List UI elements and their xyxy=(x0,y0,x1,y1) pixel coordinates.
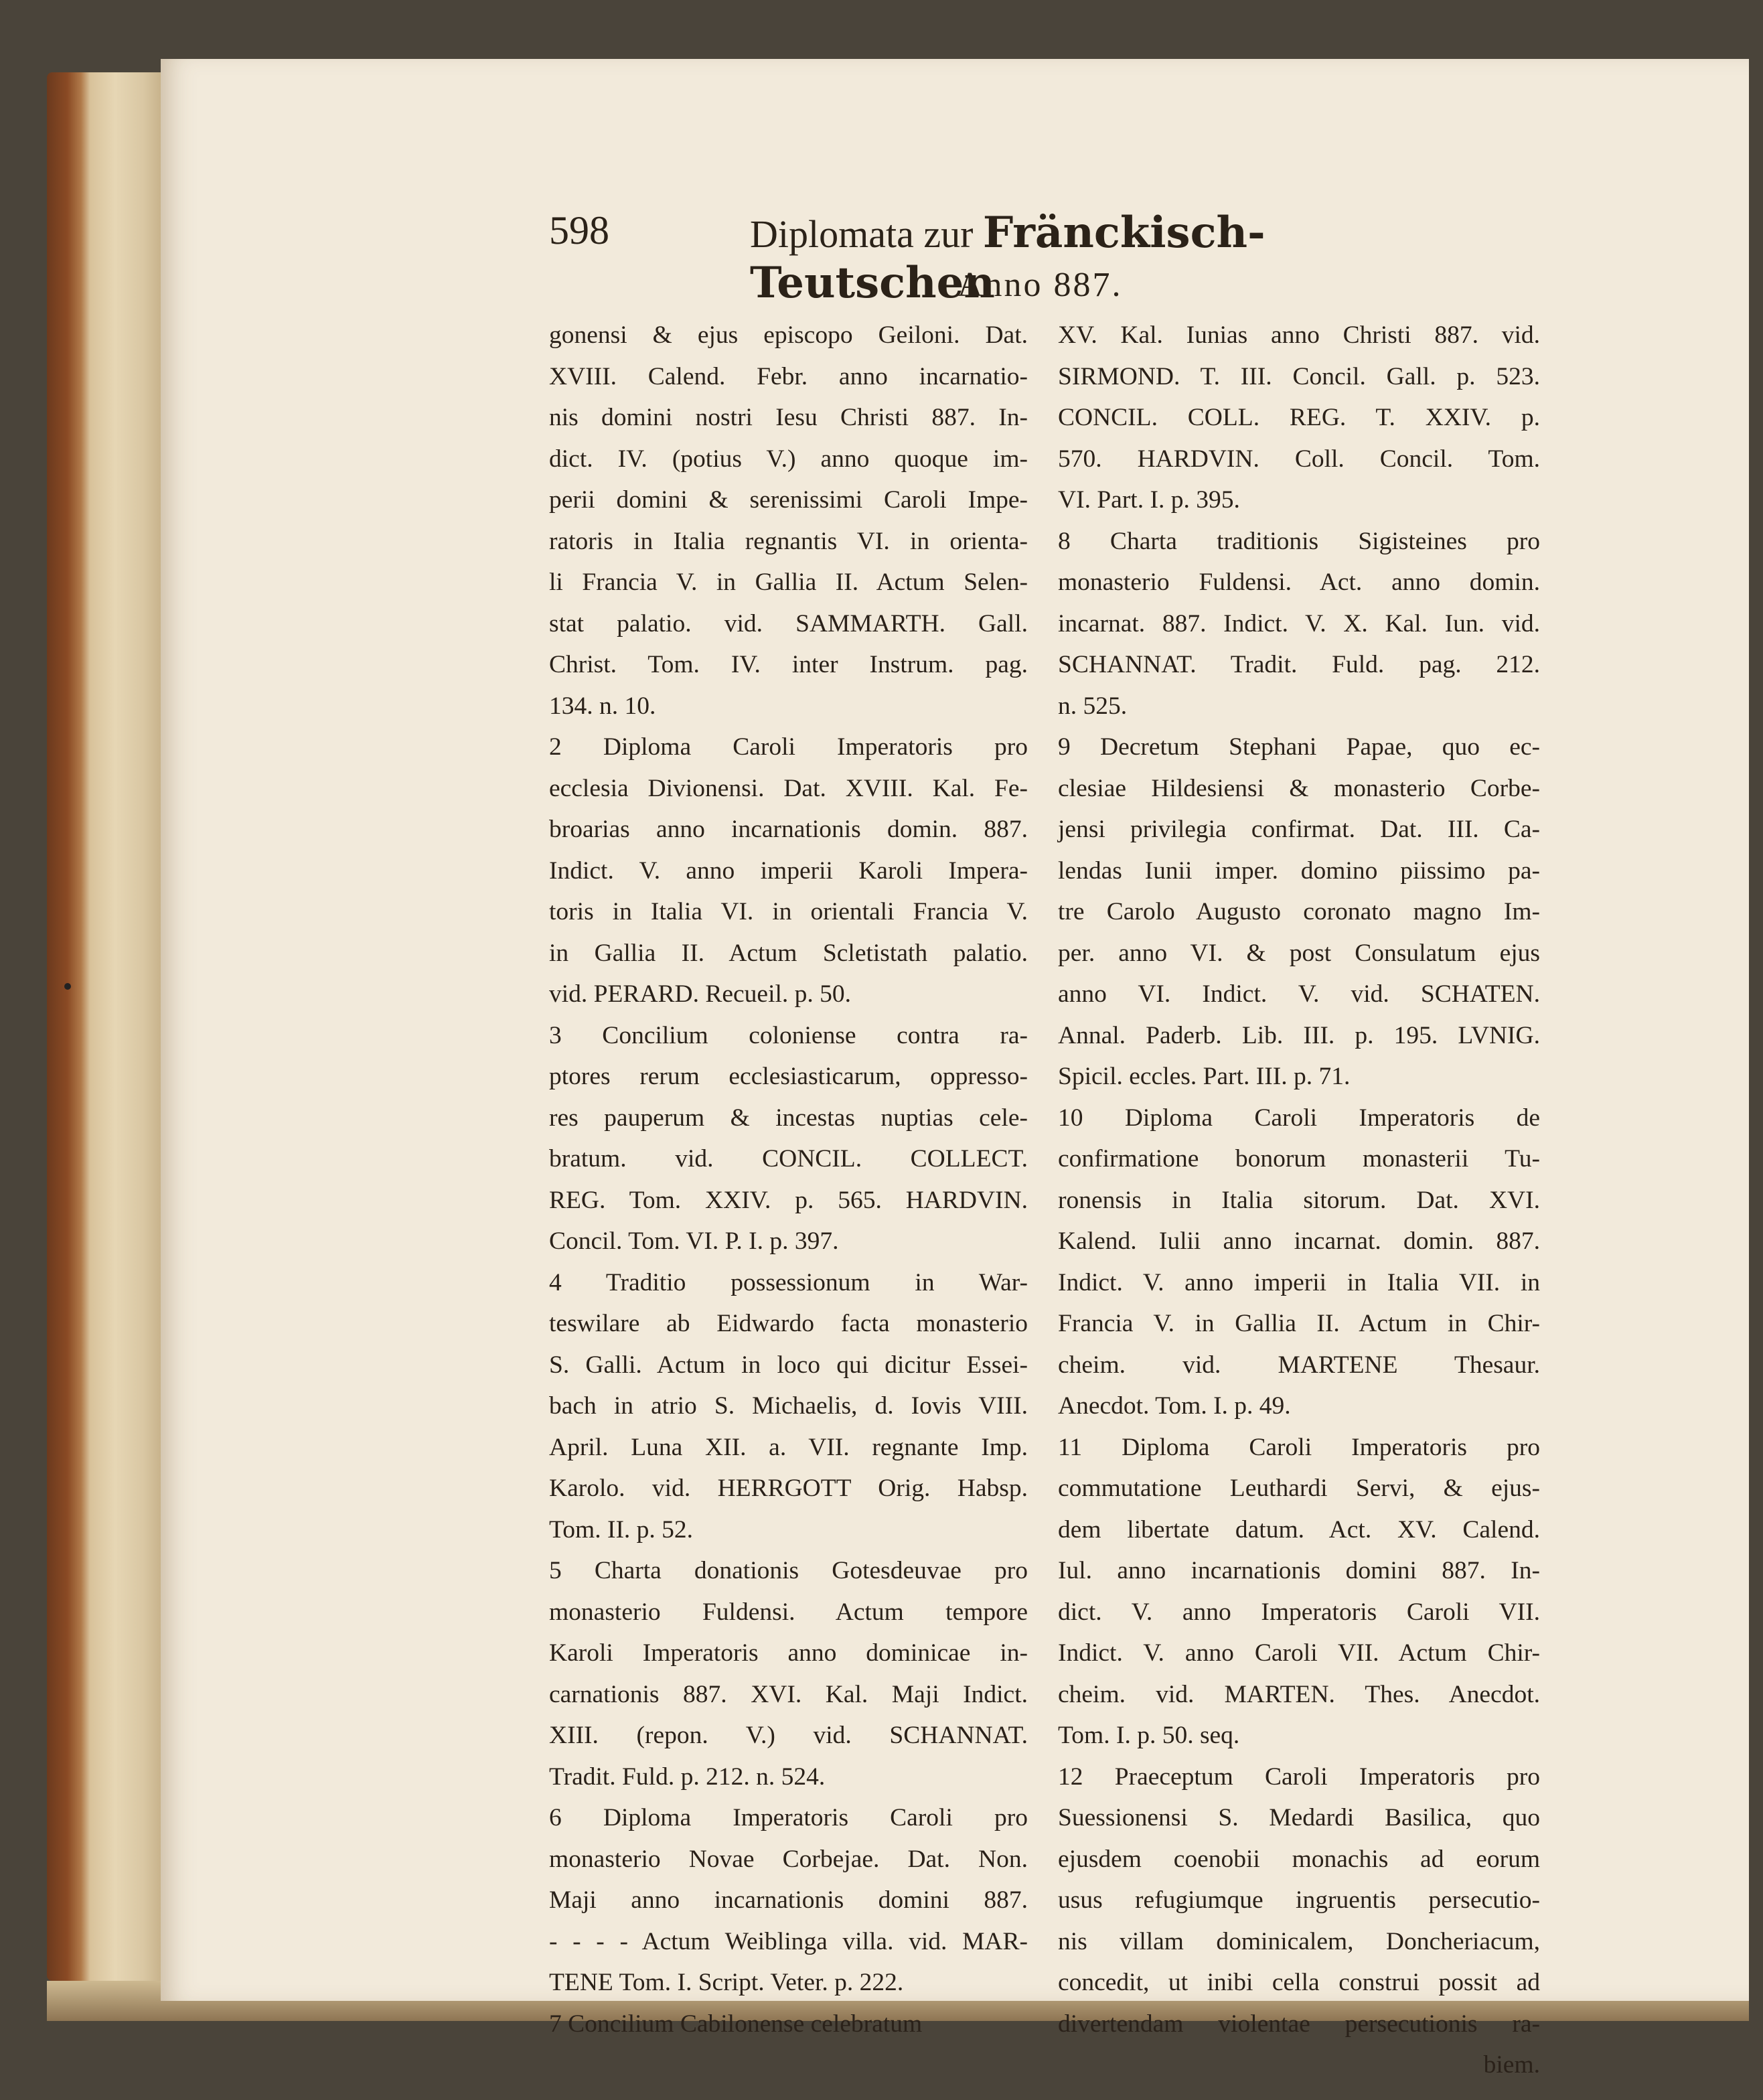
text-line: TENE Tom. I. Script. Veter. p. 222. xyxy=(549,1969,904,1996)
text-line: cheim. vid. MARTENE Thesaur. xyxy=(1058,1351,1540,1379)
text-line: ecclesia Divionensi. Dat. XVIII. Kal. Fe- xyxy=(549,774,1028,802)
text-line: REG. Tom. XXIV. p. 565. HARDVIN. xyxy=(549,1186,1028,1214)
text-line: cheim. vid. MARTEN. Thes. Anecdot. xyxy=(1058,1680,1540,1708)
text-line: li Francia V. in Gallia II. Actum Selen- xyxy=(549,569,1028,596)
text-line: 9 Decretum Stephani Papae, quo ec- xyxy=(1058,733,1540,761)
text-line: divertendam violentae persecutionis ra- xyxy=(1058,2010,1540,2038)
text-line: dict. V. anno Imperatoris Caroli VII. xyxy=(1058,1598,1540,1626)
binding-mark xyxy=(64,983,71,990)
text-line: commutatione Leuthardi Servi, & ejus- xyxy=(1058,1475,1540,1502)
text-line: 5 Charta donationis Gotesdeuvae pro xyxy=(549,1557,1028,1584)
text-line: teswilare ab Eidwardo facta monasterio xyxy=(549,1310,1028,1337)
text-line: 8 Charta traditionis Sigisteines pro xyxy=(1058,527,1540,555)
text-line: Indict. V. anno imperii in Italia VII. in xyxy=(1058,1268,1540,1296)
text-line: Tom. II. p. 52. xyxy=(549,1515,694,1544)
text-line: Karolo. vid. HERRGOTT Orig. Habsp. xyxy=(549,1475,1028,1502)
text-line: jensi privilegia confirmat. Dat. III. Ca- xyxy=(1058,816,1540,843)
text-line: 134. n. 10. xyxy=(549,692,656,720)
text-line: stat palatio. vid. SAMMARTH. Gall. xyxy=(549,609,1028,638)
text-line: dict. IV. (potius V.) anno quoque im- xyxy=(549,445,1028,473)
text-line: 11 Diploma Caroli Imperatoris pro xyxy=(1058,1433,1540,1461)
page-number: 598 xyxy=(549,208,609,252)
text-line: Anecdot. Tom. I. p. 49. xyxy=(1058,1392,1291,1420)
text-line: Indict. V. anno Caroli VII. Actum Chir- xyxy=(1058,1639,1540,1667)
book-page-edges xyxy=(47,72,161,1981)
text-line: Iul. anno incarnationis domini 887. In- xyxy=(1058,1557,1540,1584)
text-line: gonensi & ejus episcopo Geiloni. Dat. xyxy=(549,321,1028,349)
text-line: res pauperum & incestas nuptias cele- xyxy=(549,1104,1028,1132)
text-line: Karoli Imperatoris anno dominicae in- xyxy=(549,1639,1028,1667)
text-line: vid. PERARD. Recueil. p. 50. xyxy=(549,980,852,1008)
text-line: Annal. Paderb. Lib. III. p. 195. LVNIG. xyxy=(1058,1021,1540,1049)
title-fraktur: Fränckisch-Teutschen xyxy=(750,208,1266,308)
text-line: S. Galli. Actum in loco qui dicitur Essei- xyxy=(549,1351,1028,1379)
text-column-right xyxy=(1058,315,1540,2086)
text-line: confirmatione bonorum monasterii Tu- xyxy=(1058,1145,1540,1173)
text-line: XVIII. Calend. Febr. anno incarnatio- xyxy=(549,362,1028,390)
text-line: Tom. I. p. 50. seq. xyxy=(1058,1722,1240,1749)
text-line: toris in Italia VI. in orientali Francia V. xyxy=(549,898,1028,925)
text-line: n. 525. xyxy=(1058,692,1128,720)
text-line: XIII. (repon. V.) vid. SCHANNAT. xyxy=(549,1722,1028,1749)
text-line: monasterio Fuldensi. Act. anno domin. xyxy=(1058,569,1540,596)
text-line: ejusdem coenobii monachis ad eorum xyxy=(1058,1845,1540,1873)
text-line: concedit, ut inibi cella construi possit ad xyxy=(1058,1969,1540,1996)
text-line: bratum. vid. CONCIL. COLLECT. xyxy=(549,1145,1028,1173)
text-line: 10 Diploma Caroli Imperatoris de xyxy=(1058,1104,1540,1132)
text-line: 7 Concilium Cabilonense celebratum xyxy=(549,2010,923,2038)
text-column-left xyxy=(549,315,1028,2044)
text-line: perii domini & serenissimi Caroli Impe- xyxy=(549,486,1028,514)
text-line: biem. xyxy=(1483,2051,1540,2079)
text-line: monasterio Novae Corbejae. Dat. Non. xyxy=(549,1845,1028,1873)
text-line: 12 Praeceptum Caroli Imperatoris pro xyxy=(1058,1762,1540,1791)
text-line: Suessionensi S. Medardi Basilica, quo xyxy=(1058,1804,1540,1831)
text-line: usus refugiumque ingruentis persecutio- xyxy=(1058,1886,1540,1914)
text-line: Tradit. Fuld. p. 212. n. 524. xyxy=(549,1762,826,1791)
text-line: carnationis 887. XVI. Kal. Maji Indict. xyxy=(549,1680,1028,1708)
text-line: tre Carolo Augusto coronato magno Im- xyxy=(1058,898,1540,925)
text-line: XV. Kal. Iunias anno Christi 887. vid. xyxy=(1058,321,1540,349)
text-line: monasterio Fuldensi. Actum tempore xyxy=(549,1598,1028,1626)
text-line: in Gallia II. Actum Scletistath palatio. xyxy=(549,939,1028,967)
text-line: 4 Traditio possessionum in War- xyxy=(549,1268,1028,1296)
text-line: Francia V. in Gallia II. Actum in Chir- xyxy=(1058,1310,1540,1337)
text-line: Concil. Tom. VI. P. I. p. 397. xyxy=(549,1227,839,1255)
text-line: Spicil. eccles. Part. III. p. 71. xyxy=(1058,1063,1351,1090)
text-line: - - - - Actum Weiblinga villa. vid. MAR- xyxy=(549,1927,1028,1955)
text-line: Kalend. Iulii anno incarnat. domin. 887. xyxy=(1058,1227,1540,1255)
text-line: SIRMOND. T. III. Concil. Gall. p. 523. xyxy=(1058,362,1540,390)
text-line: per. anno VI. & post Consulatum ejus xyxy=(1058,939,1540,967)
text-line: anno VI. Indict. V. vid. SCHATEN. xyxy=(1058,980,1540,1008)
text-line: nis villam dominicalem, Doncheriacum, xyxy=(1058,1927,1540,1955)
text-line: April. Luna XII. a. VII. regnante Imp. xyxy=(549,1433,1028,1461)
text-line: Christ. Tom. IV. inter Instrum. pag. xyxy=(549,651,1028,678)
text-line: SCHANNAT. Tradit. Fuld. pag. 212. xyxy=(1058,651,1540,678)
text-line: VI. Part. I. p. 395. xyxy=(1058,486,1240,514)
text-line: 6 Diploma Imperatoris Caroli pro xyxy=(549,1804,1028,1831)
text-line: CONCIL. COLL. REG. T. XXIV. p. xyxy=(1058,404,1540,431)
year-heading: Anno 887. xyxy=(957,266,1123,304)
text-line: 3 Concilium coloniense contra ra- xyxy=(549,1021,1028,1049)
text-line: ratoris in Italia regnantis VI. in orienta- xyxy=(549,527,1028,555)
text-line: Indict. V. anno imperii Karoli Impera- xyxy=(549,856,1028,885)
text-line: bach in atrio S. Michaelis, d. Iovis VIII. xyxy=(549,1392,1028,1420)
text-line: ronensis in Italia sitorum. Dat. XVI. xyxy=(1058,1186,1540,1214)
text-line: dem libertate datum. Act. XV. Calend. xyxy=(1058,1515,1540,1544)
text-line: broarias anno incarnationis domin. 887. xyxy=(549,816,1028,843)
text-line: Maji anno incarnationis domini 887. xyxy=(549,1886,1028,1914)
title-roman: Diplomata zur xyxy=(750,212,983,256)
text-line: ptores rerum ecclesiasticarum, oppresso- xyxy=(549,1063,1028,1090)
text-line: incarnat. 887. Indict. V. X. Kal. Iun. vid. xyxy=(1058,609,1540,638)
text-line: clesiae Hildesiensi & monasterio Corbe- xyxy=(1058,774,1540,802)
text-line: lendas Iunii imper. domino piissimo pa- xyxy=(1058,856,1540,885)
text-line: nis domini nostri Iesu Christi 887. In- xyxy=(549,404,1028,431)
text-line: 2 Diploma Caroli Imperatoris pro xyxy=(549,733,1028,761)
text-line: 570. HARDVIN. Coll. Concil. Tom. xyxy=(1058,445,1540,473)
